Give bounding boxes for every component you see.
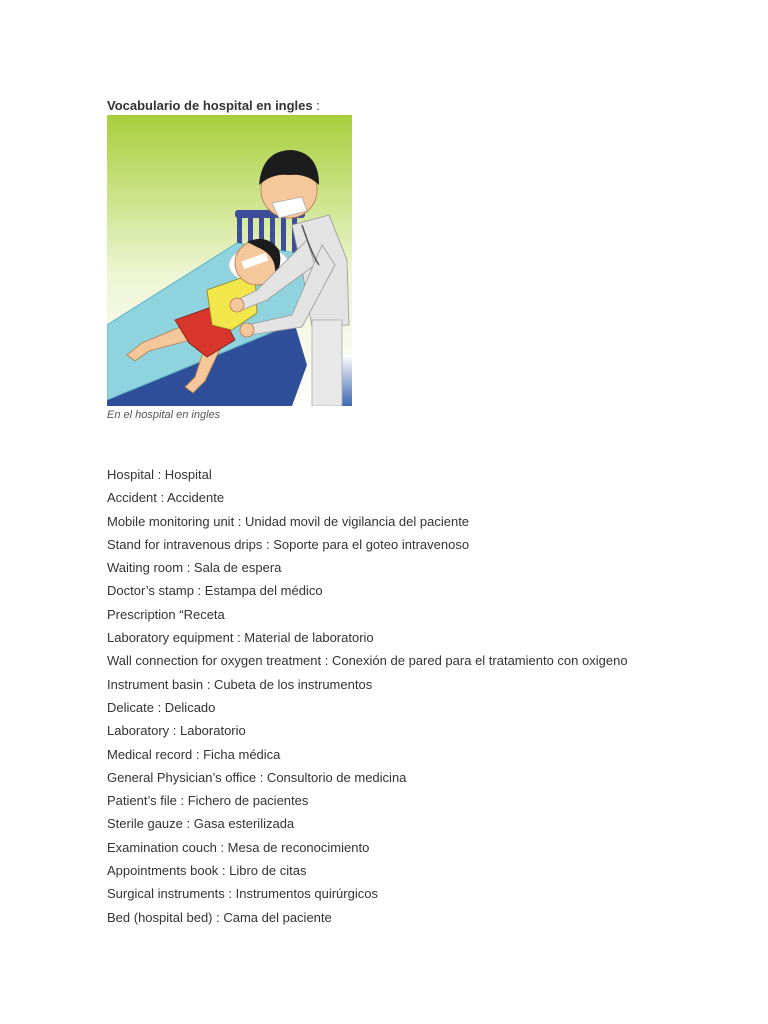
page-title: Vocabulario de hospital en ingles [107,98,313,113]
list-item: Sterile gauze : Gasa esterilizada [107,816,295,832]
doctor-trousers [312,320,342,406]
list-item: Surgical instruments : Instrumentos quirúrgicos [107,886,378,902]
hospital-illustration [107,115,352,406]
image-caption: En el hospital en ingles [107,409,221,421]
list-item: Laboratory equipment : Material de laboratorio [107,630,374,646]
list-item: General Physician’s office : Consultorio de medicina [107,769,407,785]
list-item: Medical record : Ficha médica [107,746,281,762]
list-item: Hospital : Hospital [107,467,212,482]
list-item: Mobile monitoring unit : Unidad movil de vigilancia del paciente [107,513,470,529]
list-item: Waiting room : Sala de espera [107,560,282,576]
list-item: Laboratory : Laboratorio [107,723,246,739]
list-item: Appointments book : Libro de citas [107,863,307,879]
vocabulary-list [107,463,628,929]
heading-line [107,98,320,114]
list-item: Examination couch : Mesa de reconocimiento [107,839,370,855]
list-item: Accident : Accidente [107,490,225,506]
list-item: Patient’s file : Fichero de pacientes [107,793,309,809]
list-item: Bed (hospital bed) : Cama del paciente [107,909,332,925]
title-suffix: : [312,98,320,113]
list-item: Wall connection for oxygen treatment : Conexión de pared para el tratamiento con oxigeno [107,653,628,669]
list-item: Stand for intravenous drips : Soporte para el goteo intravenoso [107,536,470,552]
list-item: Doctor’s stamp : Estampa del médico [107,583,323,599]
list-item: Delicate : Delicado [107,699,216,715]
list-item: Prescription “Receta [107,606,225,622]
list-item: Instrument basin : Cubeta de los instrumentos [107,676,373,692]
